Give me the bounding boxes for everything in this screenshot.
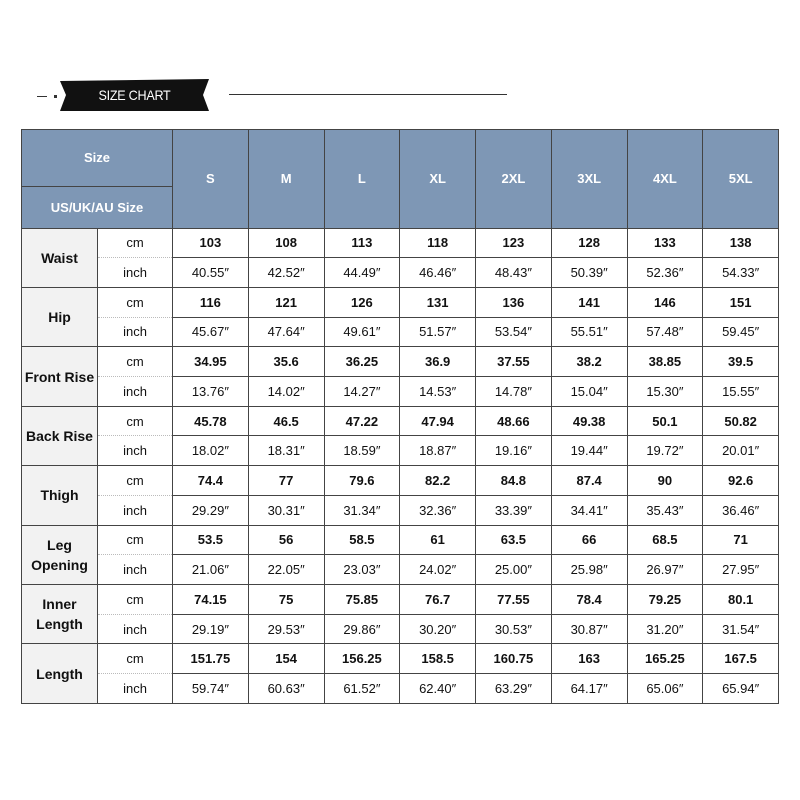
inch-value-cell: 44.49″	[324, 258, 400, 288]
inch-value-cell: 30.87″	[551, 614, 627, 644]
banner-dot	[54, 95, 57, 98]
measurement-label: Front Rise	[22, 347, 98, 406]
size-chart-table	[21, 129, 779, 704]
inch-value-cell: 18.87″	[400, 436, 476, 466]
cm-value-cell: 167.5	[703, 644, 779, 674]
unit-label-cm: cm	[98, 466, 173, 496]
cm-value-cell: 151	[703, 287, 779, 317]
inch-value-cell: 14.78″	[476, 377, 552, 407]
inch-value-cell: 30.20″	[400, 614, 476, 644]
cm-value-cell: 156.25	[324, 644, 400, 674]
cm-value-cell: 50.82	[703, 406, 779, 436]
cm-value-cell: 66	[551, 525, 627, 555]
unit-label-inch: inch	[98, 555, 173, 585]
cm-value-cell: 37.55	[476, 347, 552, 377]
cm-value-cell: 74.4	[173, 466, 249, 496]
cm-value-cell: 118	[400, 228, 476, 258]
measurement-label: Hip	[22, 287, 98, 346]
size-col-header: XL	[400, 130, 476, 229]
cm-value-cell: 154	[248, 644, 324, 674]
measurement-label: Length	[22, 644, 98, 704]
cm-value-cell: 76.7	[400, 584, 476, 614]
inch-value-cell: 50.39″	[551, 258, 627, 288]
cm-value-cell: 133	[627, 228, 703, 258]
size-col-header: L	[324, 130, 400, 229]
measurement-row-cm	[22, 228, 779, 258]
size-col-header: 3XL	[551, 130, 627, 229]
inch-value-cell: 33.39″	[476, 495, 552, 525]
inch-value-cell: 13.76″	[173, 377, 249, 407]
inch-value-cell: 31.54″	[703, 614, 779, 644]
inch-value-cell: 61.52″	[324, 674, 400, 704]
inch-value-cell: 19.44″	[551, 436, 627, 466]
cm-value-cell: 87.4	[551, 466, 627, 496]
inch-value-cell: 45.67″	[173, 317, 249, 347]
measurement-row-cm	[22, 406, 779, 436]
cm-value-cell: 151.75	[173, 644, 249, 674]
measurement-row-inch	[22, 674, 779, 704]
banner-rule-left	[37, 96, 47, 97]
inch-value-cell: 20.01″	[703, 436, 779, 466]
cm-value-cell: 36.9	[400, 347, 476, 377]
inch-value-cell: 47.64″	[248, 317, 324, 347]
unit-label-cm: cm	[98, 644, 173, 674]
cm-value-cell: 50.1	[627, 406, 703, 436]
inch-value-cell: 63.29″	[476, 674, 552, 704]
cm-value-cell: 103	[173, 228, 249, 258]
inch-value-cell: 30.31″	[248, 495, 324, 525]
measurement-label: Leg Opening	[22, 525, 98, 584]
measurement-row-cm	[22, 644, 779, 674]
inch-value-cell: 53.54″	[476, 317, 552, 347]
size-col-header: 4XL	[627, 130, 703, 229]
inch-value-cell: 32.36″	[400, 495, 476, 525]
measurement-row-cm	[22, 584, 779, 614]
cm-value-cell: 68.5	[627, 525, 703, 555]
cm-value-cell: 34.95	[173, 347, 249, 377]
unit-label-cm: cm	[98, 406, 173, 436]
measurement-row-cm	[22, 347, 779, 377]
measurement-label: Back Rise	[22, 406, 98, 465]
inch-value-cell: 52.36″	[627, 258, 703, 288]
inch-value-cell: 14.02″	[248, 377, 324, 407]
inch-value-cell: 65.94″	[703, 674, 779, 704]
inch-value-cell: 15.30″	[627, 377, 703, 407]
inch-value-cell: 46.46″	[400, 258, 476, 288]
size-col-header: 5XL	[703, 130, 779, 229]
cm-value-cell: 79.25	[627, 584, 703, 614]
inch-value-cell: 65.06″	[627, 674, 703, 704]
unit-label-inch: inch	[98, 674, 173, 704]
measurement-row-inch	[22, 495, 779, 525]
inch-value-cell: 19.72″	[627, 436, 703, 466]
cm-value-cell: 77	[248, 466, 324, 496]
inch-value-cell: 18.59″	[324, 436, 400, 466]
inch-value-cell: 59.45″	[703, 317, 779, 347]
cm-value-cell: 160.75	[476, 644, 552, 674]
inch-value-cell: 29.86″	[324, 614, 400, 644]
cm-value-cell: 92.6	[703, 466, 779, 496]
cm-value-cell: 49.38	[551, 406, 627, 436]
cm-value-cell: 58.5	[324, 525, 400, 555]
measurement-row-inch	[22, 555, 779, 585]
size-col-header: 2XL	[476, 130, 552, 229]
measurement-row-inch	[22, 317, 779, 347]
inch-value-cell: 21.06″	[173, 555, 249, 585]
unit-label-inch: inch	[98, 377, 173, 407]
unit-label-inch: inch	[98, 614, 173, 644]
cm-value-cell: 77.55	[476, 584, 552, 614]
cm-value-cell: 126	[324, 287, 400, 317]
inch-value-cell: 26.97″	[627, 555, 703, 585]
cm-value-cell: 136	[476, 287, 552, 317]
inch-value-cell: 42.52″	[248, 258, 324, 288]
cm-value-cell: 53.5	[173, 525, 249, 555]
unit-label-inch: inch	[98, 317, 173, 347]
inch-value-cell: 18.31″	[248, 436, 324, 466]
cm-value-cell: 45.78	[173, 406, 249, 436]
cm-value-cell: 75.85	[324, 584, 400, 614]
cm-value-cell: 48.66	[476, 406, 552, 436]
cm-value-cell: 165.25	[627, 644, 703, 674]
page-title: SIZE CHART	[98, 87, 171, 103]
cm-value-cell: 121	[248, 287, 324, 317]
inch-value-cell: 49.61″	[324, 317, 400, 347]
measurement-row-inch	[22, 258, 779, 288]
measurement-row-inch	[22, 377, 779, 407]
inch-value-cell: 29.53″	[248, 614, 324, 644]
cm-value-cell: 36.25	[324, 347, 400, 377]
inch-value-cell: 31.20″	[627, 614, 703, 644]
size-col-header: M	[248, 130, 324, 229]
header-row-size	[22, 130, 779, 187]
cm-value-cell: 80.1	[703, 584, 779, 614]
cm-value-cell: 56	[248, 525, 324, 555]
inch-value-cell: 14.53″	[400, 377, 476, 407]
inch-value-cell: 40.55″	[173, 258, 249, 288]
cm-value-cell: 79.6	[324, 466, 400, 496]
inch-value-cell: 15.04″	[551, 377, 627, 407]
cm-value-cell: 71	[703, 525, 779, 555]
inch-value-cell: 24.02″	[400, 555, 476, 585]
inch-value-cell: 27.95″	[703, 555, 779, 585]
inch-value-cell: 25.98″	[551, 555, 627, 585]
measurement-row-cm	[22, 525, 779, 555]
cm-value-cell: 39.5	[703, 347, 779, 377]
cm-value-cell: 35.6	[248, 347, 324, 377]
cm-value-cell: 38.85	[627, 347, 703, 377]
inch-value-cell: 30.53″	[476, 614, 552, 644]
inch-value-cell: 18.02″	[173, 436, 249, 466]
unit-label-cm: cm	[98, 228, 173, 258]
unit-label-inch: inch	[98, 258, 173, 288]
banner-rule-right	[229, 94, 507, 95]
measurement-row-cm	[22, 287, 779, 317]
measurement-label: Thigh	[22, 466, 98, 525]
measurement-row-cm	[22, 466, 779, 496]
cm-value-cell: 128	[551, 228, 627, 258]
cm-value-cell: 138	[703, 228, 779, 258]
inch-value-cell: 29.29″	[173, 495, 249, 525]
inch-value-cell: 14.27″	[324, 377, 400, 407]
inch-value-cell: 34.41″	[551, 495, 627, 525]
inch-value-cell: 62.40″	[400, 674, 476, 704]
cm-value-cell: 108	[248, 228, 324, 258]
cm-value-cell: 78.4	[551, 584, 627, 614]
cm-value-cell: 90	[627, 466, 703, 496]
unit-label-inch: inch	[98, 436, 173, 466]
inch-value-cell: 51.57″	[400, 317, 476, 347]
inch-value-cell: 48.43″	[476, 258, 552, 288]
inch-value-cell: 15.55″	[703, 377, 779, 407]
unit-label-cm: cm	[98, 525, 173, 555]
cm-value-cell: 63.5	[476, 525, 552, 555]
inch-value-cell: 36.46″	[703, 495, 779, 525]
inch-value-cell: 23.03″	[324, 555, 400, 585]
cm-value-cell: 146	[627, 287, 703, 317]
cm-value-cell: 116	[173, 287, 249, 317]
inch-value-cell: 57.48″	[627, 317, 703, 347]
inch-value-cell: 35.43″	[627, 495, 703, 525]
measurement-label: Waist	[22, 228, 98, 287]
cm-value-cell: 38.2	[551, 347, 627, 377]
inch-value-cell: 55.51″	[551, 317, 627, 347]
inch-value-cell: 64.17″	[551, 674, 627, 704]
cm-value-cell: 163	[551, 644, 627, 674]
inch-value-cell: 22.05″	[248, 555, 324, 585]
inch-value-cell: 19.16″	[476, 436, 552, 466]
inch-value-cell: 59.74″	[173, 674, 249, 704]
inch-value-cell: 54.33″	[703, 258, 779, 288]
inch-value-cell: 25.00″	[476, 555, 552, 585]
size-header-label: Size	[22, 130, 173, 187]
inch-value-cell: 60.63″	[248, 674, 324, 704]
cm-value-cell: 46.5	[248, 406, 324, 436]
cm-value-cell: 84.8	[476, 466, 552, 496]
inch-value-cell: 31.34″	[324, 495, 400, 525]
cm-value-cell: 141	[551, 287, 627, 317]
cm-value-cell: 131	[400, 287, 476, 317]
unit-label-cm: cm	[98, 584, 173, 614]
region-size-label: US/UK/AU Size	[22, 186, 173, 228]
cm-value-cell: 82.2	[400, 466, 476, 496]
cm-value-cell: 61	[400, 525, 476, 555]
measurement-row-inch	[22, 436, 779, 466]
cm-value-cell: 158.5	[400, 644, 476, 674]
size-col-header: S	[173, 130, 249, 229]
unit-label-inch: inch	[98, 495, 173, 525]
measurement-label: Inner Length	[22, 584, 98, 643]
cm-value-cell: 75	[248, 584, 324, 614]
cm-value-cell: 47.94	[400, 406, 476, 436]
size-chart-banner	[60, 79, 209, 111]
cm-value-cell: 74.15	[173, 584, 249, 614]
unit-label-cm: cm	[98, 287, 173, 317]
inch-value-cell: 29.19″	[173, 614, 249, 644]
unit-label-cm: cm	[98, 347, 173, 377]
cm-value-cell: 47.22	[324, 406, 400, 436]
cm-value-cell: 123	[476, 228, 552, 258]
cm-value-cell: 113	[324, 228, 400, 258]
measurement-row-inch	[22, 614, 779, 644]
